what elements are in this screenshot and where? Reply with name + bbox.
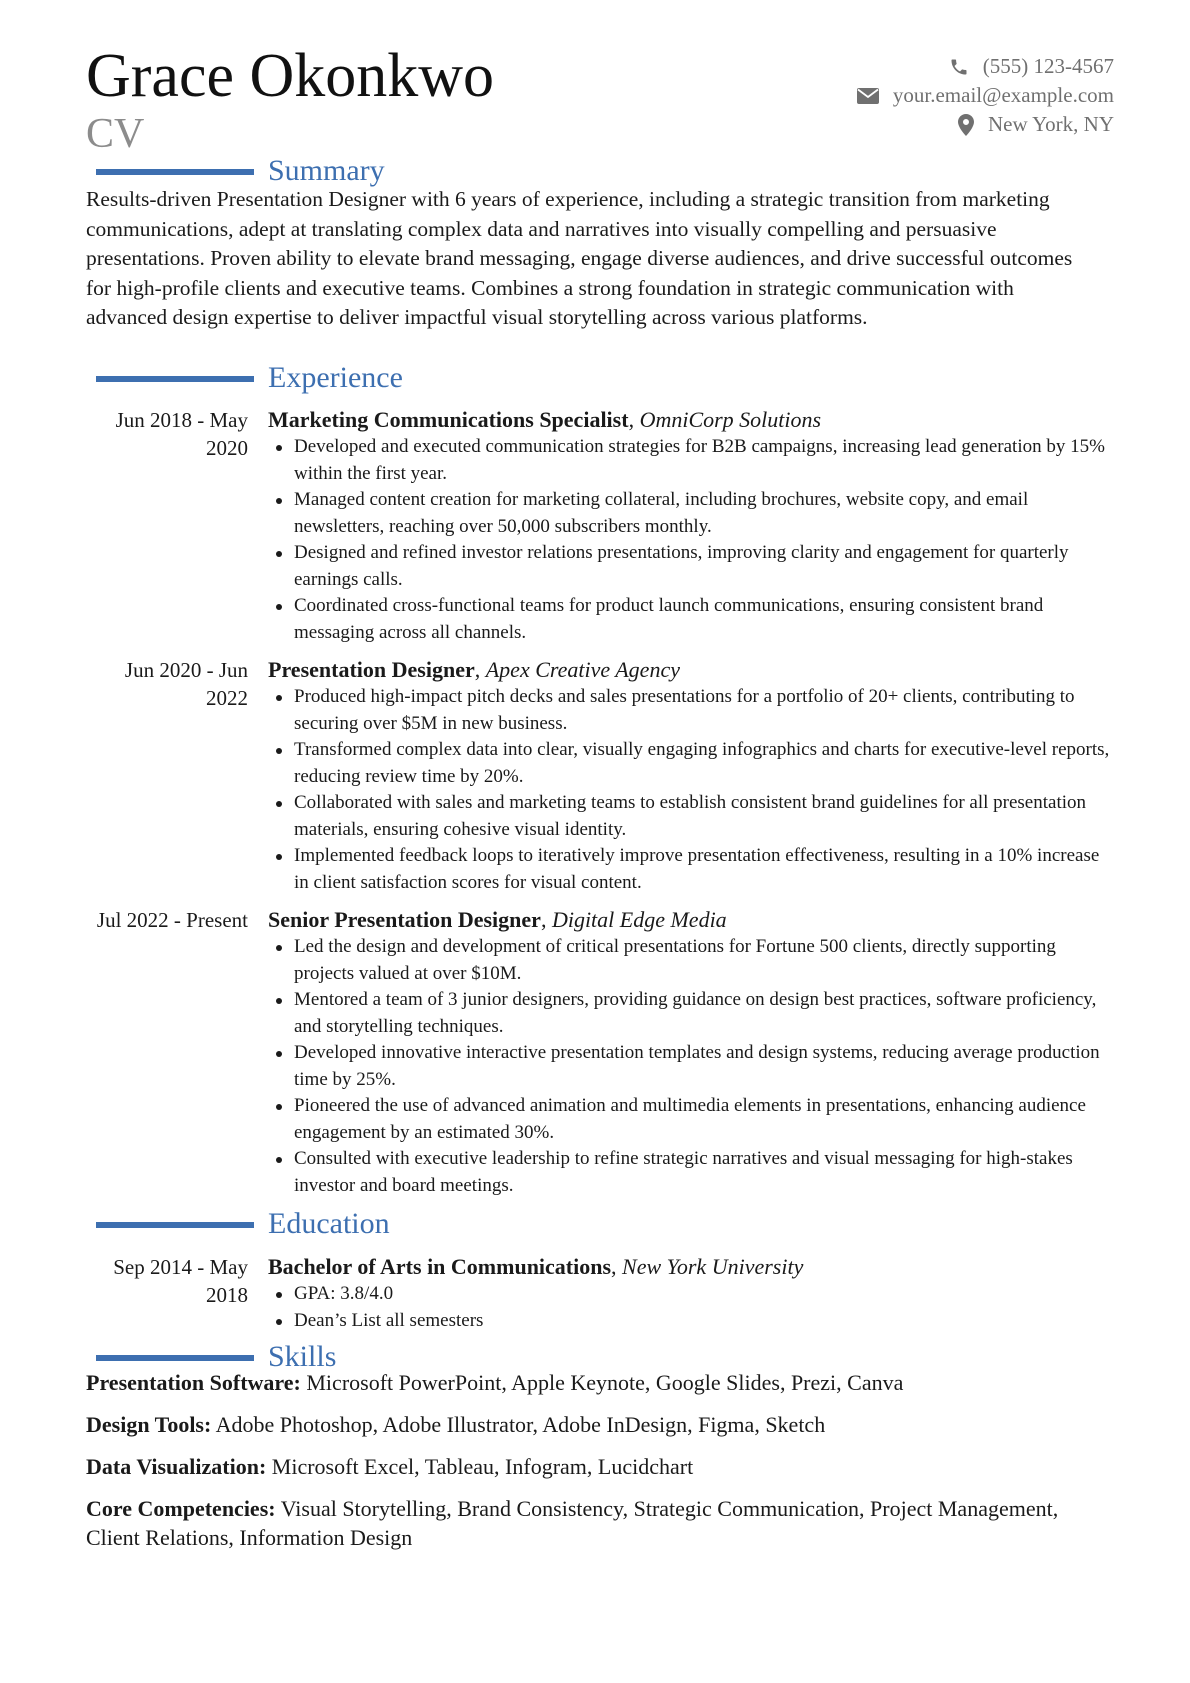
contact-info xyxy=(857,52,1114,139)
skill-values: Microsoft Excel, Tableau, Infogram, Lucidchart xyxy=(271,1454,694,1479)
achievement-list xyxy=(268,934,1110,1199)
list-item: Consulted with executive leadership to refine strategic narratives and visual messaging for high-stakes investor and board meetings. xyxy=(268,1146,1110,1199)
achievement-list xyxy=(268,434,1110,646)
list-item: Mentored a team of 3 junior designers, providing guidance on design best practices, software proficiency, and storytelling techniques. xyxy=(268,987,1110,1040)
entry-dates: Jun 2020 - Jun 2022 xyxy=(124,658,248,710)
job-title: Marketing Communications Specialist xyxy=(268,407,629,432)
contact-location xyxy=(857,110,1114,139)
company-name: OmniCorp Solutions xyxy=(639,407,822,432)
list-item: Pioneered the use of advanced animation and multimedia elements in presentations, enhancing audience engagement by an estimated 30%. xyxy=(268,1093,1110,1146)
contact-email[interactable] xyxy=(857,81,1114,110)
list-item: Collaborated with sales and marketing teams to establish consistent brand guidelines for all presentation materials, ensuring cohesive visual identity. xyxy=(268,790,1110,843)
skills-list xyxy=(86,1368,1096,1565)
person-name: Grace Okonkwo xyxy=(86,42,495,110)
entry-dates: Jul 2022 - Present xyxy=(96,908,248,932)
section-rule xyxy=(96,1355,254,1361)
section-rule xyxy=(96,169,254,175)
entry-dates: Jun 2018 - May 2020 xyxy=(115,408,248,460)
list-item: Coordinated cross-functional teams for product launch communications, ensuring consistent brand messaging across all channels. xyxy=(268,593,1110,646)
email-address: your.email@example.com xyxy=(892,83,1114,107)
skill-category: Design Tools: xyxy=(86,1412,212,1437)
list-item: GPA: 3.8/4.0 xyxy=(268,1281,1110,1308)
entry-heading: Presentation Designer, Apex Creative Agency xyxy=(268,657,680,682)
list-item: Managed content creation for marketing collateral, including brochures, website copy, and email newsletters, reaching over 50,000 subscribers monthly. xyxy=(268,487,1110,540)
document-subtitle: CV xyxy=(86,111,145,157)
skill-category: Core Competencies: xyxy=(86,1496,276,1521)
phone-icon xyxy=(949,57,969,77)
job-title: Senior Presentation Designer xyxy=(268,907,541,932)
skill-category: Data Visualization: xyxy=(86,1454,267,1479)
company-name: Apex Creative Agency xyxy=(485,657,680,682)
section-rule xyxy=(96,376,254,382)
skill-row xyxy=(86,1410,1096,1439)
skill-values: Microsoft PowerPoint, Apple Keynote, Google Slides, Prezi, Canva xyxy=(306,1370,904,1395)
degree-title: Bachelor of Arts in Communications xyxy=(268,1254,612,1279)
skill-values: Visual Storytelling, Brand Consistency, Strategic Communication, Project Management, Client Relations, Information Design xyxy=(86,1496,1059,1550)
entry-heading: Marketing Communications Specialist, OmniCorp Solutions xyxy=(268,407,822,432)
entry-dates: Sep 2014 - May 2018 xyxy=(113,1255,248,1307)
skill-row xyxy=(86,1494,1096,1552)
achievement-list xyxy=(268,1281,1110,1334)
list-item: Dean’s List all semesters xyxy=(268,1308,1110,1335)
map-pin-icon xyxy=(958,114,974,136)
list-item: Developed and executed communication strategies for B2B campaigns, increasing lead generation by 15% within the first year. xyxy=(268,434,1110,487)
phone-number: (555) 123-4567 xyxy=(982,54,1114,78)
achievement-list xyxy=(268,684,1110,896)
list-item: Led the design and development of critical presentations for Fortune 500 clients, directly supporting projects valued at over $10M. xyxy=(268,934,1110,987)
entry-heading: Bachelor of Arts in Communications, New York University xyxy=(268,1254,804,1279)
contact-phone[interactable] xyxy=(857,52,1114,81)
section-rule xyxy=(96,1222,254,1228)
company-name: Digital Edge Media xyxy=(551,907,727,932)
list-item: Implemented feedback loops to iteratively improve presentation effectiveness, resulting in a 10% increase in client satisfaction scores for visual content. xyxy=(268,843,1110,896)
section-title: Experience xyxy=(268,361,403,394)
list-item: Developed innovative interactive presentation templates and design systems, reducing average production time by 25%. xyxy=(268,1040,1110,1093)
entry-heading: Senior Presentation Designer, Digital Edge Media xyxy=(268,907,727,932)
section-title: Education xyxy=(268,1207,390,1240)
institution-name: New York University xyxy=(622,1254,804,1279)
skill-category: Presentation Software: xyxy=(86,1370,301,1395)
list-item: Transformed complex data into clear, visually engaging infographics and charts for executive-level reports, reducing review time by 20%. xyxy=(268,737,1110,790)
skill-row xyxy=(86,1368,1096,1397)
list-item: Designed and refined investor relations presentations, improving clarity and engagement for quarterly earnings calls. xyxy=(268,540,1110,593)
skill-values: Adobe Photoshop, Adobe Illustrator, Adobe InDesign, Figma, Sketch xyxy=(215,1412,826,1437)
summary-text: Results-driven Presentation Designer with 6 years of experience, including a strategic transition from marketing communications, adept at translating complex data and narratives into visually compelling and persuasive presentations. Proven ability to elevate brand messaging, engage diverse audiences, and drive successful outcomes for high-profile clients and executive teams. Combines a strong foundation in strategic communication with advanced design expertise to deliver impactful visual storytelling across various platforms. xyxy=(86,187,1073,329)
section-title: Summary xyxy=(268,154,385,187)
envelope-icon xyxy=(857,88,879,104)
list-item: Produced high-impact pitch decks and sales presentations for a portfolio of 20+ clients, contributing to securing over $5M in new business. xyxy=(268,684,1110,737)
section-title: Skills xyxy=(268,1340,337,1373)
job-title: Presentation Designer xyxy=(268,657,475,682)
skill-row xyxy=(86,1452,1096,1481)
location: New York, NY xyxy=(987,112,1114,136)
